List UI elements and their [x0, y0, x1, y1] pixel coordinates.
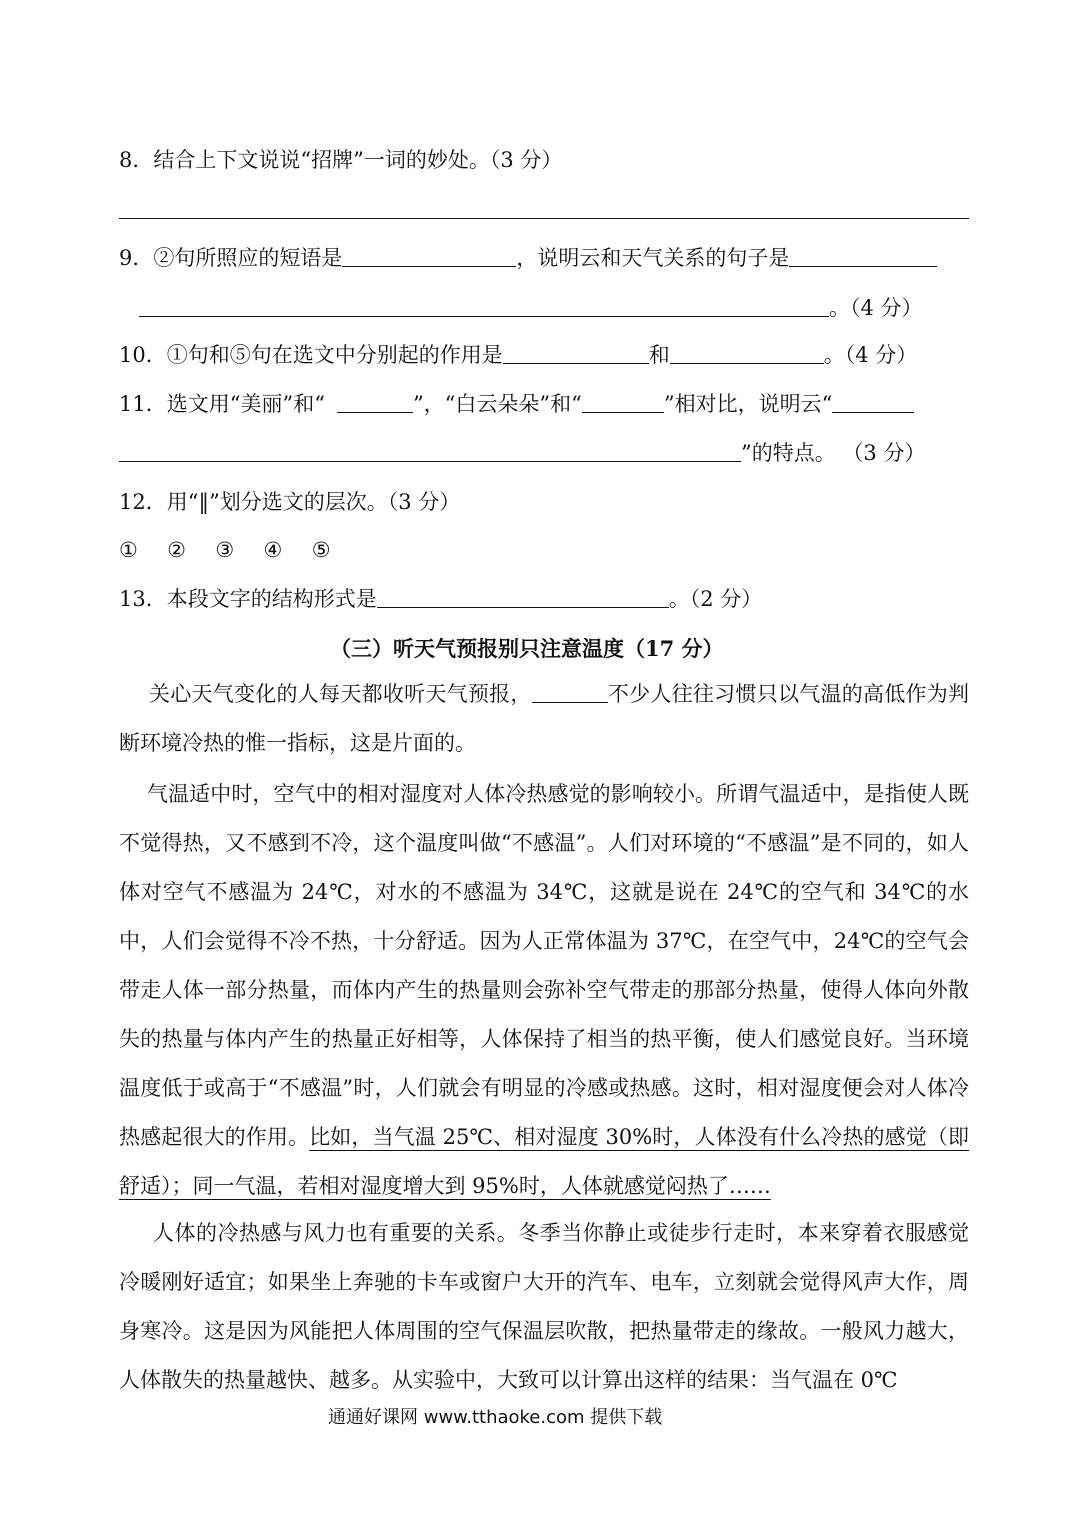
- section-title: （三）听天气预报别只注意温度（17 分）: [330, 636, 724, 661]
- question-11-tail: ”相对比，说明云“: [663, 392, 833, 416]
- question-10-and: 和: [648, 343, 670, 367]
- passage-paragraph-2: [119, 770, 969, 1211]
- answer-line-q8: [119, 218, 969, 219]
- answer-blank: [377, 589, 669, 608]
- answer-blank: [119, 443, 741, 462]
- answer-blank: [789, 248, 937, 267]
- passage-paragraph-1: [119, 670, 969, 768]
- paragraph-markers: ① ② ③ ④ ⑤: [119, 538, 331, 562]
- paragraph-1-rest: 不少人往往习惯只以气温的高低作为判断环境冷热的惟一指标，这是片面的。: [119, 682, 970, 755]
- question-11-prefix: 11．选文用“美丽”和“: [119, 392, 325, 416]
- question-10: [119, 345, 917, 366]
- question-13-suffix: 。（2 分）: [668, 587, 763, 611]
- question-13-prefix: 13．本段文字的结构形式是: [119, 587, 377, 611]
- answer-blank: [342, 248, 516, 267]
- answer-blank: [832, 394, 914, 413]
- paragraph-2-text: 气温适中时，空气中的相对湿度对人体冷热感觉的影响较小。所谓气温适中，是指使人既不觉得热，又不感到不冷，这个温度叫做“不感温”。人们对环境的“不感温”是不同的，如人体对空气不感温为 24℃，对水的不感温为 34℃，这就是说在 24℃的空气和 34℃的水中，人们会觉得不冷不热，十分舒适。因为人正常体温为 37℃，在空气中，24℃的空气会带走人体一部分热量，而体内产生的热量则会弥补空气带走的那部分热量，使得人体向外散失的热量与体内产生的热量正好相等，人体保持了相当的热平衡，使人们感觉良好。当环境温度低于或高于“不感温”时，人们就会有明显的冷感或热感。这时，相对湿度便会对人体冷热感起很大的作用。: [119, 782, 969, 1149]
- question-11-continuation: [119, 443, 925, 464]
- passage-paragraph-3: 人体的冷热感与风力也有重要的关系。冬季当你静止或徒步行走时，本来穿着衣服感觉冷暖刚好适宜；如果坐上奔驰的卡车或窗户大开的汽车、电车，立刻就会觉得风声大作，周身寒冷。这是因为风能把人体周围的空气保温层吹散，把热量带走的缘故。一般风力越大，人体散失的热量越快、越多。从实验中，大致可以计算出这样的结果：当气温在 0℃: [119, 1221, 969, 1392]
- question-10-prefix: 10．①句和⑤句在选文中分别起的作用是: [119, 343, 503, 367]
- question-9-suffix: 。（4 分）: [829, 296, 923, 320]
- underlined-sentence: 比如，当气温 25℃、相对湿度 30%时，人体没有什么冷热的感觉（即舒适）；同一气温，若相对湿度增大到 95%时，人体就感觉闷热了……: [119, 1125, 970, 1198]
- question-9: [119, 248, 937, 269]
- question-8: 8．结合上下文说说“招牌”一词的妙处。（3 分）: [119, 148, 563, 172]
- question-11-suffix: ”的特点。 （3 分）: [741, 441, 926, 465]
- question-11-middle: ”，“白云朵朵”和“: [412, 392, 582, 416]
- question-9-prefix: 9．②句所照应的短语是: [119, 246, 343, 270]
- question-9-continuation: [139, 298, 923, 319]
- answer-blank: [532, 684, 608, 703]
- question-12: 12．用“‖”划分选文的层次。（3 分）: [119, 490, 461, 514]
- page-footer: 通通好课网 www.tthaoke.com 提供下载: [328, 1407, 663, 1428]
- answer-blank: [670, 345, 824, 364]
- question-11: [119, 394, 914, 415]
- answer-blank: [139, 298, 829, 317]
- question-13: [119, 589, 762, 610]
- paragraph-1-start: 关心天气变化的人每天都收听天气预报，: [149, 682, 532, 706]
- question-9-middle: ，说明云和天气关系的句子是: [516, 246, 790, 270]
- answer-blank: [582, 394, 664, 413]
- question-10-suffix: 。（4 分）: [823, 343, 918, 367]
- answer-blank: [503, 345, 649, 364]
- answer-blank: [337, 394, 413, 413]
